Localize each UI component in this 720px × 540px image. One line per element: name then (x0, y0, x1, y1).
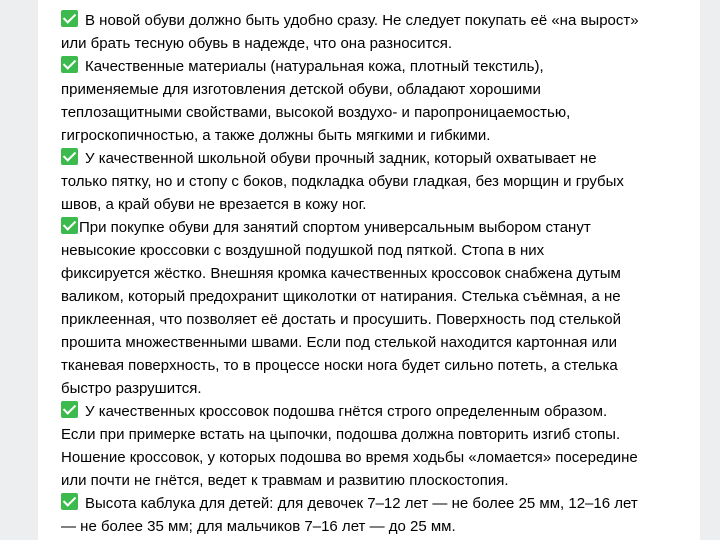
text-line (61, 170, 700, 193)
line-text: применяемые для изготовления детской обуви, обладают хорошими (61, 81, 541, 98)
line-text: В новой обуви должно быть удобно сразу. Не следует покупать её «на вырост» (85, 12, 639, 29)
text-line (61, 239, 700, 262)
line-text: или брать тесную обувь в надежде, что она разносится. (61, 35, 452, 52)
text-line (61, 492, 700, 515)
line-text: гигроскопичностью, а также должны быть мягкими и гибкими. (61, 127, 491, 144)
line-text: приклеенная, что позволяет её достать и просушить. Поверхность под стелькой (61, 311, 621, 328)
check-mark-icon (61, 148, 78, 165)
text-line (61, 9, 700, 32)
text-line (61, 377, 700, 400)
check-mark-icon (61, 401, 78, 418)
line-text: швов, а край обуви не врезается в кожу ног. (61, 196, 367, 213)
text-line (61, 32, 700, 55)
post-card (38, 0, 700, 540)
text-line (61, 423, 700, 446)
text-line (61, 78, 700, 101)
text-line (61, 446, 700, 469)
line-text: У качественной школьной обуви прочный задник, который охватывает не (85, 150, 597, 167)
check-mark-icon (61, 217, 78, 234)
text-line (61, 216, 700, 239)
line-text: прошита множественными швами. Если под стелькой находится картонная или (61, 334, 618, 351)
check-mark-icon (61, 56, 78, 73)
line-text: — не более 35 мм; для мальчиков 7–16 лет — до 25 мм. (61, 518, 456, 535)
check-mark-icon (61, 493, 78, 510)
text-line (61, 285, 700, 308)
line-text: быстро разрушится. (61, 380, 202, 397)
post-text (61, 9, 700, 538)
line-text: фиксируется жёстко. Внешняя кромка качественных кроссовок снабжена дутым (61, 265, 621, 282)
text-line (61, 101, 700, 124)
line-text: теплозащитными свойствами, высокой воздухо- и паропроницаемостью, (61, 104, 571, 121)
text-line (61, 55, 700, 78)
line-text: только пятку, но и стопу с боков, подкладка обуви гладкая, без морщин и грубых (61, 173, 624, 190)
line-text: Ношение кроссовок, у которых подошва во время ходьбы «ломается» посередине (61, 449, 638, 466)
text-line (61, 400, 700, 423)
text-line (61, 147, 700, 170)
text-line (61, 124, 700, 147)
text-line (61, 515, 700, 538)
line-text: невысокие кроссовки с воздушной подушкой под пяткой. Стопа в них (61, 242, 545, 259)
line-text: Качественные материалы (натуральная кожа, плотный текстиль), (85, 58, 544, 75)
text-line (61, 354, 700, 377)
text-line (61, 331, 700, 354)
text-line (61, 308, 700, 331)
check-mark-icon (61, 10, 78, 27)
line-text: Если при примерке встать на цыпочки, подошва должна повторить изгиб стопы. (61, 426, 621, 443)
line-text: тканевая поверхность, то в процессе носки нога будет сильно потеть, а стелька (61, 357, 618, 374)
line-text: валиком, который предохранит щиколотки от натирания. Стелька съёмная, а не (61, 288, 621, 305)
line-text: Высота каблука для детей: для девочек 7–12 лет — не более 25 мм, 12–16 лет (85, 495, 638, 512)
line-text: У качественных кроссовок подошва гнётся строго определенным образом. (85, 403, 608, 420)
text-line (61, 193, 700, 216)
text-line (61, 469, 700, 492)
line-text: или почти не гнётся, ведет к травмам и развитию плоскостопия. (61, 472, 509, 489)
line-text: При покупке обуви для занятий спортом универсальным выбором станут (79, 219, 591, 236)
text-line (61, 262, 700, 285)
